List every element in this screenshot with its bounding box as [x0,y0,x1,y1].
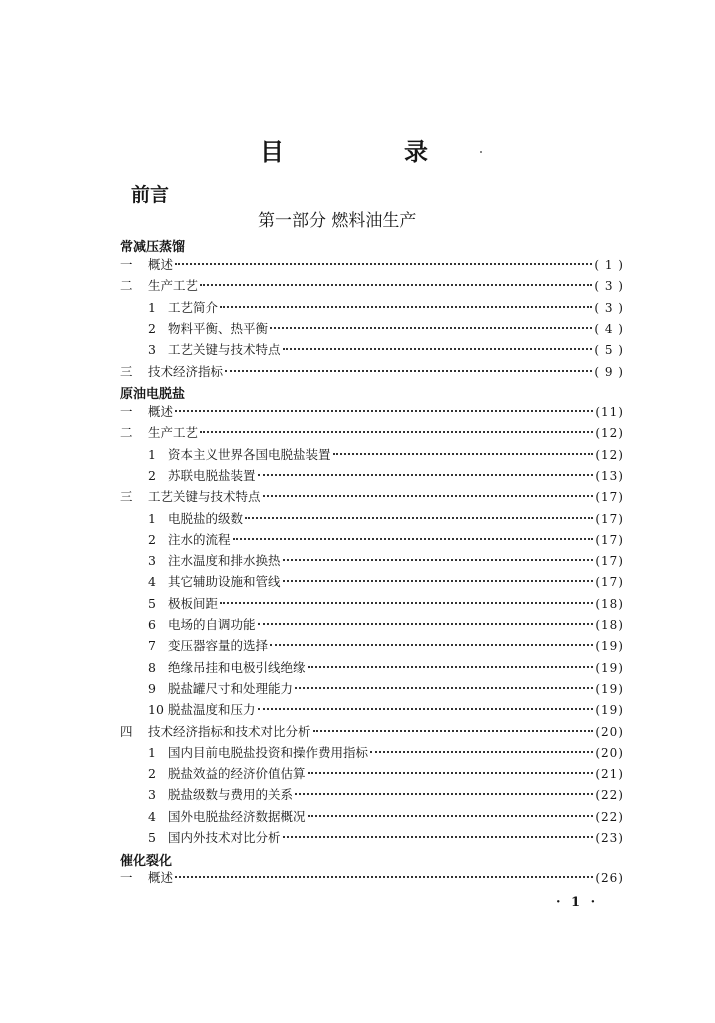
toc-entry-page: ( 5 ) [594,343,624,358]
dot-leader [370,737,593,753]
toc-entry-label: 其它辅助设施和管线 [168,574,281,590]
toc-entry-number: 一 [120,870,133,885]
toc-entry-label: 生产工艺 [148,425,199,441]
dot-leader [220,292,592,308]
dot-leader [175,249,592,265]
toc-entry-number: 4 [148,574,156,590]
toc-entry-number: 三 [120,489,133,505]
toc-entry [120,360,624,380]
toc-entry [120,866,624,886]
toc-entry-label: 概述 [148,870,174,885]
toc-entry-page: (11) [595,405,624,419]
toc-entry-page: (17) [595,490,624,505]
toc-entry-number: 二 [120,425,133,441]
toc-entry-page: (17) [595,554,624,569]
toc-entry-number: 3 [148,787,156,803]
toc-entry-label: 工艺关键与技术特点 [168,342,281,358]
toc-entry-label: 国内目前电脱盐投资和操作费用指标 [168,744,369,760]
toc-entry-number: 1 [148,744,156,760]
section-heading: 催化裂化 [120,854,173,869]
dot-leader [220,588,593,604]
toc-entry-label: 生产工艺 [148,278,199,294]
dot-leader [258,460,594,476]
dot-leader [283,566,594,582]
toc-entry-label: 注水温度和排水换热 [168,553,281,569]
toc-entry-page: (20) [595,745,624,760]
dot-leader [313,716,594,732]
part-title: 第一部分 燃料油生产 [258,211,417,231]
toc-entry-page: (18) [595,618,624,632]
toc-entry-label: 电脱盐的级数 [168,510,244,526]
toc-entry-page: (23) [595,831,624,845]
toc-entry-page: (17) [595,511,624,526]
section-heading: 常减压蒸馏 [120,240,186,255]
dot-leader [175,396,593,412]
toc-entry-label: 概述 [148,257,174,272]
toc-entry-page: ( 3 ) [594,279,624,294]
toc-entry-number: 5 [148,595,156,611]
toc-entry-number: 一 [120,404,133,419]
dot-leader [258,609,594,625]
toc-entry-number: 一 [120,257,133,272]
dot-leader [308,758,594,774]
dot-leader [295,673,593,689]
dot-leader [245,503,593,519]
toc-entry-page: (21) [595,767,624,782]
toc-entry-number: 1 [148,446,156,462]
dot-leader [200,417,593,433]
toc-entry-page: (12) [595,426,624,441]
toc-entry-label: 脱盐罐尺寸和处理能力 [168,680,294,696]
dot-leader [225,356,592,372]
toc-entry-label: 资本主义世界各国电脱盐装置 [168,446,331,462]
toc-entry-label: 物料平衡、热平衡 [168,320,269,336]
toc-title-char-2: 录 [404,137,428,166]
preface-heading: 前言 [131,184,170,206]
toc-entry-number: 2 [148,766,156,782]
toc-entry-label: 电场的自调功能 [168,617,256,632]
dot-leader [263,481,594,497]
toc-entry-number: 二 [120,278,133,294]
toc-entry-number: 4 [148,808,156,824]
toc-entry-number: 8 [148,659,156,675]
toc-entry-page: (17) [595,532,624,547]
toc-entry-label: 技术经济指标 [148,363,224,379]
toc-entry-page: (18) [595,596,624,611]
dot-leader [175,862,593,878]
toc-entry-number: 9 [148,680,156,696]
toc-entry-page: (20) [595,724,624,739]
toc-entry-page: (19) [595,681,624,696]
toc-entry-number: 7 [148,638,156,654]
toc-entry-number: 四 [120,723,133,739]
toc-entry-label: 脱盐效益的经济价值估算 [168,766,306,782]
toc-entry-number: 1 [148,299,156,315]
dot-leader [270,313,592,329]
toc-entry-label: 注水的流程 [168,531,231,547]
dot-leader [200,270,592,286]
dot-leader [308,652,594,668]
toc-entry-label: 脱盐级数与费用的关系 [168,787,294,803]
toc-entry-page: (22) [595,809,624,824]
toc-entry-page: ( 4 ) [594,321,624,336]
toc-entry-page: ( 1 ) [594,258,624,272]
toc-entry-number: 1 [148,510,156,526]
toc-entry-number: 三 [120,363,133,379]
dot-leader [333,439,594,455]
toc-entry [148,826,624,846]
dot-leader [295,779,593,795]
toc-entry-page: (22) [595,788,624,803]
toc-entry-label: 国内外技术对比分析 [168,830,281,845]
toc-entry-page: (19) [595,639,624,654]
toc-entry-page: (19) [595,703,624,718]
toc-entry-number: 2 [148,320,156,336]
dot-leader [270,630,593,646]
toc-entry-number: 3 [148,553,156,569]
toc-entry-label: 绝缘吊挂和电极引线绝缘 [168,659,306,675]
toc-entry-number: 10 [148,702,164,718]
dot-leader [233,524,594,540]
toc-entry-label: 工艺简介 [168,299,219,315]
toc-entry-page: ( 3 ) [594,300,624,315]
toc-entry-number: 2 [148,531,156,547]
toc-entry-page: (26) [595,871,624,885]
toc-entry-page: (13) [595,468,624,483]
toc-entry-label: 技术经济指标和技术对比分析 [148,723,311,739]
toc-entry-label: 概述 [148,404,174,419]
scan-speck [480,151,482,153]
toc-entry-number: 3 [148,342,156,358]
toc-entry-label: 苏联电脱盐装置 [168,467,256,483]
section-heading: 原油电脱盐 [120,387,186,402]
toc-entry-label: 工艺关键与技术特点 [148,489,261,505]
page-number: · 1 · [556,895,599,910]
toc-entry-number: 5 [148,830,156,845]
toc-entry-label: 脱盐温度和压力 [168,702,256,718]
toc-entry-label: 国外电脱盐经济数据概况 [168,808,306,824]
toc-entry-number: 6 [148,617,156,632]
dot-leader [308,801,594,817]
toc-entry-page: ( 9 ) [594,364,624,379]
dot-leader [283,334,593,350]
toc-entry-page: (17) [595,575,624,590]
toc-entry-page: (12) [595,447,624,462]
toc-title-char-1: 目 [260,137,284,166]
dot-leader [283,822,594,838]
toc-entry-number: 2 [148,467,156,483]
dot-leader [258,694,594,710]
toc-entry-label: 变压器容量的选择 [168,638,269,654]
toc-entry-page: (19) [595,660,624,675]
toc-entry-label: 极板间距 [168,595,219,611]
dot-leader [283,545,594,561]
